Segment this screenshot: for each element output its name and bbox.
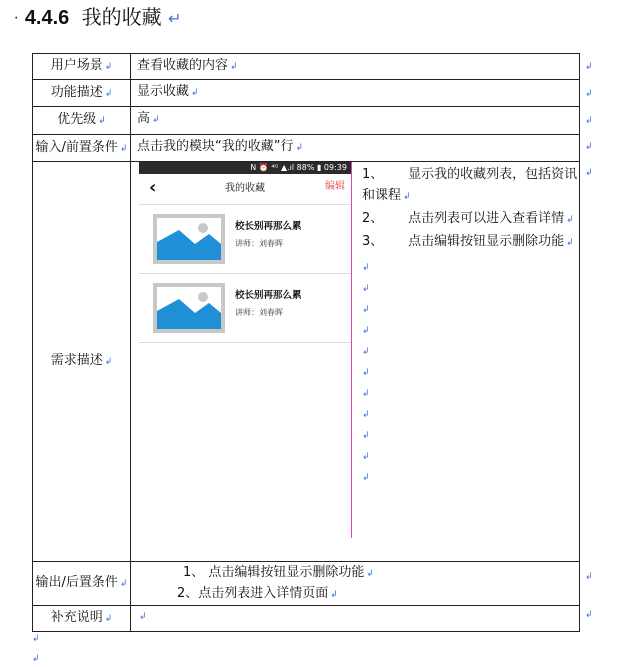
- favorite-item[interactable]: [139, 205, 351, 274]
- course-title: 校长别再那么累: [235, 290, 302, 301]
- return-mark-icon: ↵: [168, 9, 182, 28]
- row-value: 点击我的模块“我的收藏”行 ↲: [131, 135, 580, 162]
- row-end-mark: ↲: [585, 116, 593, 126]
- row-value: ↲: [131, 606, 580, 632]
- row-label: 输入/前置条件 ↲: [33, 135, 131, 162]
- row-label: 输出/后置条件 ↲: [33, 562, 131, 606]
- teacher-name: 讲师：刘春晖: [235, 308, 283, 317]
- row-end-mark: ↲: [585, 168, 593, 178]
- section-number: 4.4.6: [24, 7, 70, 29]
- row-label: 需求描述 ↲: [33, 162, 131, 562]
- paragraph-mark: ↲: [32, 634, 40, 644]
- row-end-mark: ↲: [585, 142, 593, 152]
- row-end-mark: ↲: [585, 610, 593, 620]
- table-row: [33, 606, 580, 632]
- row-value: 1、 点击编辑按钮显示删除功能 ↲ 2、点击列表进入详情页面 ↲: [131, 562, 580, 606]
- requirements-table: [32, 53, 580, 632]
- row-label: 优先级 ↲: [33, 107, 131, 135]
- heading-bullet: ·: [14, 10, 19, 27]
- requirement-item: 3、 点击编辑按钮显示删除功能 ↲: [362, 234, 574, 249]
- row-label: 用户场景 ↲: [33, 54, 131, 80]
- nav-title: 我的收藏: [225, 183, 265, 194]
- table-row: [33, 54, 580, 80]
- row-end-mark: ↲: [585, 62, 593, 72]
- table-row: [33, 562, 580, 606]
- nav-bar: [139, 174, 351, 205]
- image-placeholder-icon: [153, 283, 225, 333]
- row-value: 高 ↲: [131, 107, 580, 135]
- requirement-item: 1、 显示我的收藏列表，包括资讯和课程 ↲: [362, 167, 578, 203]
- table-row: [33, 135, 580, 162]
- empty-paragraph-marks: ↲ ↲ ↲ ↲ ↲ ↲ ↲ ↲ ↲ ↲ ↲: [362, 263, 370, 483]
- table-row: [33, 107, 580, 135]
- section-title: 我的收藏: [81, 5, 162, 29]
- row-value: 查看收藏的内容 ↲: [131, 54, 580, 80]
- row-end-mark: ↲: [585, 572, 593, 582]
- row-label: 功能描述 ↲: [33, 80, 131, 107]
- status-bar: N ⏰ ⁴ᴳ ▲.ıl 88% ▮ 09:39: [139, 162, 351, 174]
- phone-mockup: [139, 162, 352, 538]
- requirement-item: 2、 点击列表可以进入查看详情 ↲: [362, 211, 574, 226]
- favorite-item[interactable]: [139, 274, 351, 343]
- teacher-name: 讲师：刘春晖: [235, 239, 283, 248]
- paragraph-mark: ↲: [32, 654, 40, 664]
- row-label: 补充说明 ↲: [33, 606, 131, 632]
- section-heading: [14, 4, 181, 32]
- course-title: 校长别再那么累: [235, 221, 302, 232]
- row-value: 显示收藏 ↲: [131, 80, 580, 107]
- requirement-list: [352, 162, 579, 538]
- row-end-mark: ↲: [585, 89, 593, 99]
- image-placeholder-icon: [153, 214, 225, 264]
- table-row: [33, 162, 580, 562]
- edit-button[interactable]: 编辑: [325, 181, 345, 192]
- row-value: [131, 162, 580, 562]
- chevron-left-icon[interactable]: ‹: [149, 177, 157, 198]
- table-row: [33, 80, 580, 107]
